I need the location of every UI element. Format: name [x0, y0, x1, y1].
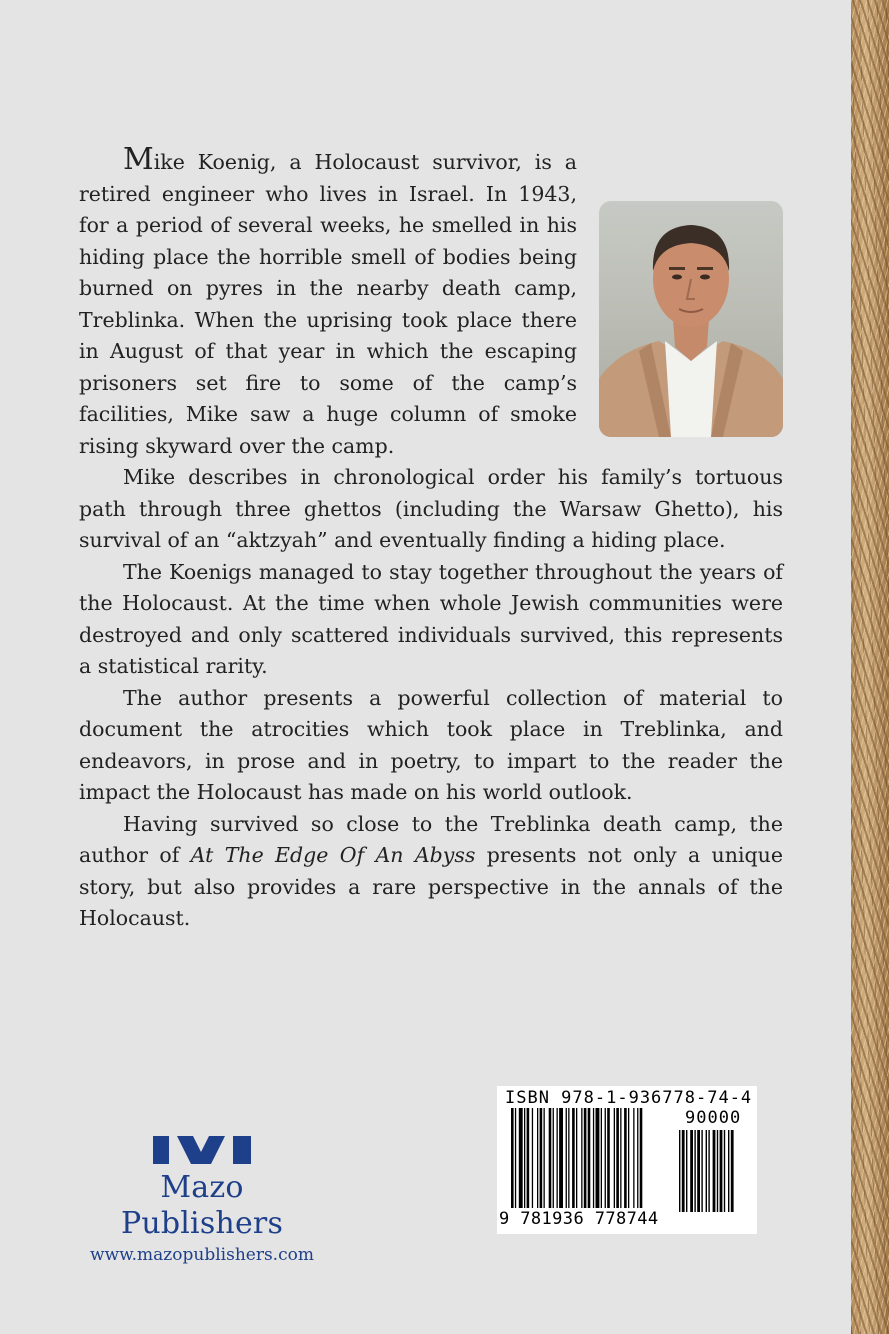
publisher-logo-icon	[153, 1136, 251, 1164]
isbn-barcode	[497, 1086, 757, 1234]
blurb-paragraph-3: The Koenigs managed to stay together throughout the years of the Holocaust. At the time when whole Jewish communities were destroyed and only scattered individuals survived, this represents a statistical rarity.	[79, 559, 783, 678]
blurb-paragraph-4: The author presents a powerful collection of material to document the atrocities which took place in Treblinka, and endeavors, in prose and in poetry, to impart to the reader the impact the Holocaust has made on his world outlook.	[79, 685, 783, 804]
publisher-url: www.mazopublishers.com	[90, 1245, 314, 1265]
drop-cap: M	[123, 142, 154, 177]
blurb-paragraph-1-text: ike Koenig, a Holocaust survivor, is a retired engineer who lives in Israel. In 1943, for a period of several weeks, he smelled in his hiding place the horrible smell of bodies being burned on pyres in the nearby death camp, Treblinka. When the uprising took place there in August of that year in which the escaping prisoners set fire to some of the camp’s facilities, Mike saw a huge column of smoke rising skyward over the camp.	[79, 150, 577, 458]
book-title-italic: At The Edge Of An Abyss	[190, 843, 476, 867]
blurb-paragraph-5	[79, 809, 783, 935]
blurb-paragraph-5-text-start: Having survived so close to the Treblinka death camp, the author of	[79, 811, 783, 867]
isbn-text: ISBN 978-1-936778-74-4	[505, 1088, 753, 1108]
author-photo	[599, 201, 783, 437]
book-blurb	[79, 144, 783, 935]
blurb-paragraph-2: Mike describes in chronological order his family’s tortuous path through three ghettos (including the Warsaw Ghetto), his survival of an “aktzyah” and eventually finding a hiding place.	[79, 465, 783, 552]
ean-digits: 9 781936 778744	[499, 1209, 659, 1229]
price-code: 90000	[685, 1108, 742, 1128]
blurb-paragraph-5-text-end: presents not only a unique story, but also provides a rare perspective in the annals of the Holocaust.	[79, 843, 783, 930]
textured-spine-edge	[851, 0, 889, 1334]
author-portrait-image	[599, 201, 783, 437]
publisher-block	[77, 1136, 327, 1268]
barcode-bars-graphic	[497, 1108, 757, 1212]
publisher-name: Mazo Publishers	[120, 1170, 284, 1241]
